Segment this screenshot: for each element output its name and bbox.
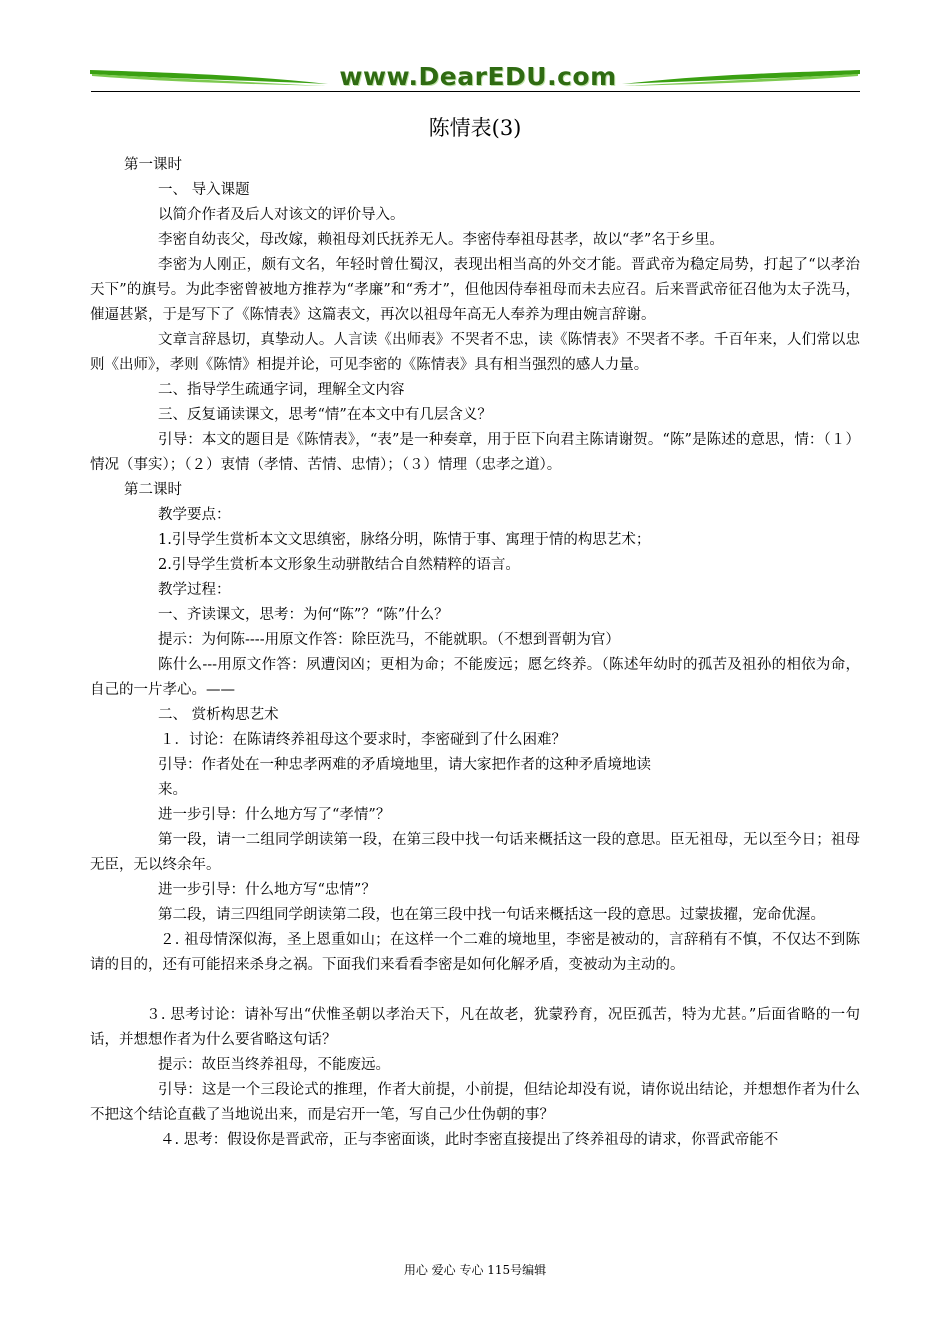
paragraph: 教学要点： <box>158 507 231 523</box>
paragraph: 李密为人刚正，颇有文名，年轻时曾仕蜀汉，表现出相当高的外交才能。晋武帝为稳定局势，打起了“以孝治天下”的旗号。为此李密曾被地方推荐为“孝廉”和“秀才”，但他因侍奉祖母而未去应召。后来晋武帝征召他为太子洗马，催逼甚紧，于是写下了《陈情表》这篇表文，再次以祖母年高无人奉养为理由婉言辞谢。 <box>90 257 860 323</box>
site-logo: www.DearEDU.com <box>339 62 617 91</box>
paragraph: 李密自幼丧父，母改嫁，赖祖母刘氏抚养无人。李密侍奉祖母甚孝，故以“孝”名于乡里。 <box>158 232 724 248</box>
paragraph: 第一课时 <box>124 157 182 173</box>
paragraph: 第二课时 <box>124 482 182 498</box>
site-header-banner <box>88 62 862 94</box>
paragraph: 陈什么---用原文作答：夙遭闵凶；更相为命；不能废远；愿乞终养。（陈述年幼时的孤苦及祖孙的相依为命，自己的一片孝心。—— <box>90 657 860 698</box>
paragraph: 来。 <box>158 782 187 798</box>
spacer <box>90 978 860 1003</box>
paragraph: ４. 思考：假设你是晋武帝，正与李密面谈，此时李密直接提出了终养祖母的请求，你晋武帝能不 <box>160 1132 779 1148</box>
paragraph: 二、 赏析构思艺术 <box>158 707 279 723</box>
page-title: 陈情表(3) <box>428 116 522 140</box>
paragraph: 提示：故臣当终养祖母，不能废远。 <box>158 1057 390 1073</box>
paragraph: 第二段，请三四组同学朗读第二段，也在第三段中找一句话来概括这一段的意思。过蒙拔擢，宠命优渥。 <box>158 907 825 923</box>
paragraph: 1.引导学生赏析本文文思缜密，脉络分明，陈情于事、寓理于情的构思艺术； <box>158 532 651 548</box>
paragraph: 文章言辞恳切，真挚动人。人言读《出师表》不哭者不忠，读《陈情表》不哭者不孝。千百年来，人们常以忠则《出师》，孝则《陈情》相提并论，可见李密的《陈情表》具有相当强烈的感人力量。 <box>90 332 860 373</box>
paragraph: 提示：为何陈----用原文作答：除臣洗马，不能就职。（不想到晋朝为官） <box>158 632 620 648</box>
paragraph: 进一步引导：什么地方写“忠情”？ <box>158 882 376 898</box>
header-rule <box>91 91 860 92</box>
paragraph: １．讨论：在陈请终养祖母这个要求时，李密碰到了什么困难？ <box>160 732 566 748</box>
paragraph: 一、齐读课文，思考：为何“陈”？“陈”什么？ <box>158 607 449 623</box>
document-body <box>90 153 860 1153</box>
paragraph: 二、指导学生疏通字词，理解全文内容 <box>158 382 405 398</box>
paragraph: 引导：这是一个三段论式的推理，作者大前提，小前提，但结论却没有说，请你说出结论，并想想作者为什么不把这个结论直截了当地说出来，而是宕开一笔，写自己少仕伪朝的事？ <box>90 1082 860 1123</box>
page-footer: 用心 爱心 专心 115号编辑 <box>403 1263 547 1277</box>
paragraph: 进一步引导：什么地方写了“孝情”？ <box>158 807 391 823</box>
paragraph: 教学过程： <box>158 582 231 598</box>
paragraph: 以简介作者及后人对该文的评价导入。 <box>158 207 405 223</box>
paragraph: 2.引导学生赏析本文形象生动骈散结合自然精粹的语言。 <box>158 557 520 573</box>
paragraph: 一、 导入课题 <box>158 182 250 198</box>
paragraph: ３. 思考讨论：请补写出“伏惟圣朝以孝治天下，凡在故老，犹蒙矜育，况臣孤苦，特为尤甚。”后面省略的一句话，并想想作者为什么要省略这句话？ <box>90 1007 860 1048</box>
paragraph: 引导：作者处在一种忠孝两难的矛盾境地里，请大家把作者的这种矛盾境地读 <box>158 757 651 773</box>
paragraph: 三、反复诵读课文，思考“情”在本文中有几层含义？ <box>158 407 492 423</box>
paragraph: ２. 祖母情深似海，圣上恩重如山；在这样一个二难的境地里，李密是被动的，言辞稍有不慎，不仅达不到陈请的目的，还有可能招来杀身之祸。下面我们来看看李密是如何化解矛盾，变被动为主动的。 <box>90 932 860 973</box>
paragraph: 第一段，请一二组同学朗读第一段，在第三段中找一句话来概括这一段的意思。臣无祖母，无以至今日；祖母无臣，无以终余年。 <box>90 832 860 873</box>
paragraph: 引导：本文的题目是《陈情表》，“表”是一种奏章，用于臣下向君主陈请谢贺。“陈”是陈述的意思，情：（１）情况（事实）；（２）衷情（孝情、苦情、忠情）；（３）情理（忠孝之道）。 <box>90 432 860 473</box>
